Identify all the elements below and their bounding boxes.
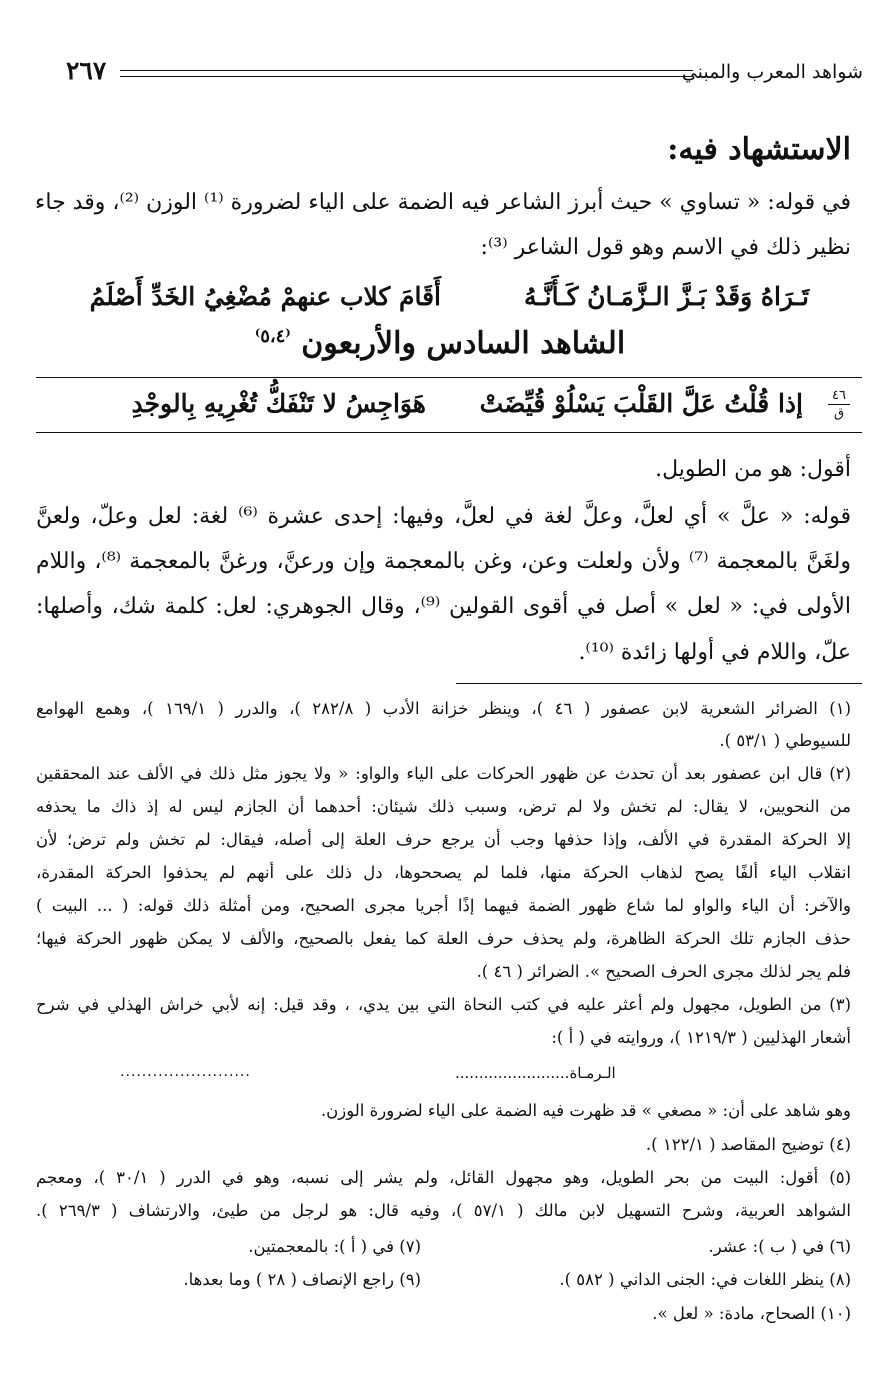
- header-rule: [120, 70, 693, 71]
- commentary-line: أقول: هو من الطويل.: [655, 457, 851, 482]
- witness-title-text: الشاهد السادس والأربعون: [301, 326, 626, 361]
- footnote-line: وهو شاهد على أن: « مصغي » قد ظهرت فيه الضمة على الياء لضرورة الوزن.: [320, 1101, 851, 1120]
- footnote-line: انقلاب الياء ألفًا يصح لذهاب الحركة منها، فلما لم يصححوها، دل ذلك على أنهم لم يحذفوا الحركة المقدرة،: [36, 863, 851, 882]
- witness-footnote-mark: ⁽٥،٤⁾: [254, 326, 291, 347]
- footnote-line: أشعار الهذليين ( ١٢١٩/٣ )، وروايته في ( أ ):: [551, 1028, 851, 1047]
- footnote-line: (٣) من الطويل، مجهول ولم أعثر عليه في كتب النحاة التي بين يدي، ، وقد قيل: إنه لأبي خراش الهذلي في شرح: [36, 995, 851, 1014]
- footnotes-rule: [456, 683, 862, 684]
- footnote-line: (٧) في ( أ ): بالمعجمتين.: [248, 1237, 421, 1256]
- commentary-line: قوله: « علَّ » أي لعلَّ، وعلَّ لغة في لعلَّ، وفيها: إحدى عشرة ⁽⁶⁾ لغة: لعل وعلّ، ولعنَّ: [36, 504, 851, 529]
- paragraph-line: نظير ذلك في الاسم وهو قول الشاعر ⁽³⁾:: [480, 235, 851, 260]
- commentary-line: ولغَنَّ بالمعجمة ⁽⁷⁾ ولأن ولعلت وعن، وغن بالمعجمة وإن ورعنَّ، ورغنَّ بالمعجمة ⁽⁸⁾، واللام: [36, 549, 852, 574]
- variant-dots-mid: [455, 1064, 616, 1082]
- footnote-line: (٤) توضيح المقاصد ( ١٢٢/١ ).: [645, 1135, 851, 1154]
- footnote-line: (٢) قال ابن عصفور بعد أن تحدث عن ظهور الحركات على الياء والواو: « ولا يجوز مثل ذلك في الألف عند المحققين: [36, 764, 851, 783]
- verse-number: [826, 388, 852, 421]
- commentary-line: علّ، واللام في أولها زائدة ⁽¹⁰⁾.: [578, 640, 851, 665]
- footnote-line: (٨) ينظر اللغات في: الجنى الداني ( ٥٨٢ ).: [559, 1270, 851, 1289]
- section-heading: الاستشهاد فيه:: [667, 132, 851, 167]
- page-number: ٢٦٧: [66, 56, 107, 85]
- footnote-line: فلم يجر لذلك مجرى الحرف الصحيح ». الضرائر ( ٤٦ ).: [476, 962, 851, 981]
- verse-box-rule: [36, 377, 862, 378]
- variant-word: الـرمـاة: [569, 1064, 616, 1082]
- verse-first-hemistich: تَـرَاهُ وَقَدْ بَـزَّ الـزَّمَـانُ كَـأَنَّـهُ: [523, 282, 809, 311]
- verse-second-hemistich: أَقَامَ كلاب عنهمْ مُضْغِيُ الخَدِّ أَصْلَمُ: [89, 282, 441, 311]
- verse-box-rule: [36, 432, 862, 433]
- commentary-line: الأولى في: « لعل » أصل في أقوى القولين ⁽⁹⁾، وقال الجوهري: لعل: كلمة شك، وأصلها:: [36, 594, 851, 619]
- footnote-line: (٥) أقول: البيت من بحر الطويل، وهو مجهول القائل، ولم يشر إلى نسبه، وهو في الدرر ( ٣٠/١ )، ومعجم: [36, 1168, 851, 1187]
- footnote-line: للسيوطي ( ٥٣/١ ).: [719, 731, 851, 750]
- running-title: شواهد المعرب والمبني: [681, 61, 863, 83]
- variant-dots-left: ........................: [120, 1064, 251, 1080]
- footnote-line: حذف الجازم تلك الحركة الظاهرة، ولم يحذف حرف العلة كما يفعل بالصحيح، والألف لا يمكن ظهور الحركة فيها؛: [36, 929, 851, 948]
- verse-number-top: ٤٦: [832, 388, 846, 403]
- footnote-line: (٩) راجع الإنصاف ( ٢٨ ) وما بعدها.: [183, 1270, 421, 1289]
- footnote-line: من النحويين، لا يقال: لم تخش ولا لم ترض، وسبب ذلك شيئان: أحدهما أن الجازم ليس له إذ ذاك ما يحذفه: [36, 797, 851, 816]
- verse-number-bottom: ق: [833, 406, 845, 421]
- footnote-line: إلا الحركة المقدرة في الألف، وإذا حذفها وجب أن يرجع حرف العلة إلى أصله، فيقال: لم تخش ولم ترض؛ لأن: [36, 830, 851, 849]
- verse-number-bar: [828, 404, 850, 405]
- footnote-line: (١٠) الصحاح، مادة: « لعل ».: [652, 1304, 851, 1323]
- variant-dots: ........................: [455, 1064, 570, 1082]
- witness-first-hemistich: إذا قُلْتُ عَلَّ القَلْبَ يَسْلُوْ قُيِّضَتْ: [479, 389, 803, 418]
- footnote-line: والآخر: أن الياء والواو لما شاع ظهور الضمة فيهما إذًا أجريا مجرى الصحيح، ومن أمثلة ذلك قوله: ( ... البيت ): [36, 896, 851, 915]
- header-rule: [120, 76, 693, 77]
- footnote-line: (٦) في ( ب ): عشر.: [708, 1237, 851, 1256]
- witness-title: [200, 326, 680, 361]
- witness-second-hemistich: هَوَاجِسُ لا تَنْفَكُّ تُغْرِيهِ بِالوجْدِ: [131, 389, 426, 418]
- footnote-line: (١) الضرائر الشعرية لابن عصفور ( ٤٦ )، وينظر خزانة الأدب ( ٢٨٢/٨ )، والدرر ( ١٦٩/١ )، وهمع الهوامع: [36, 699, 851, 718]
- paragraph-line: في قوله: « تساوي » حيث أبرز الشاعر فيه الضمة على الياء لضرورة ⁽¹⁾ الوزن ⁽²⁾، وقد جاء: [35, 190, 851, 215]
- footnote-line: الشواهد العربية، وشرح التسهيل لابن مالك ( ٥٧/١ )، وفيه قال: هو لرجل من طيئ، والارتشاف ( ٢٦٩/٣ ).: [36, 1201, 851, 1220]
